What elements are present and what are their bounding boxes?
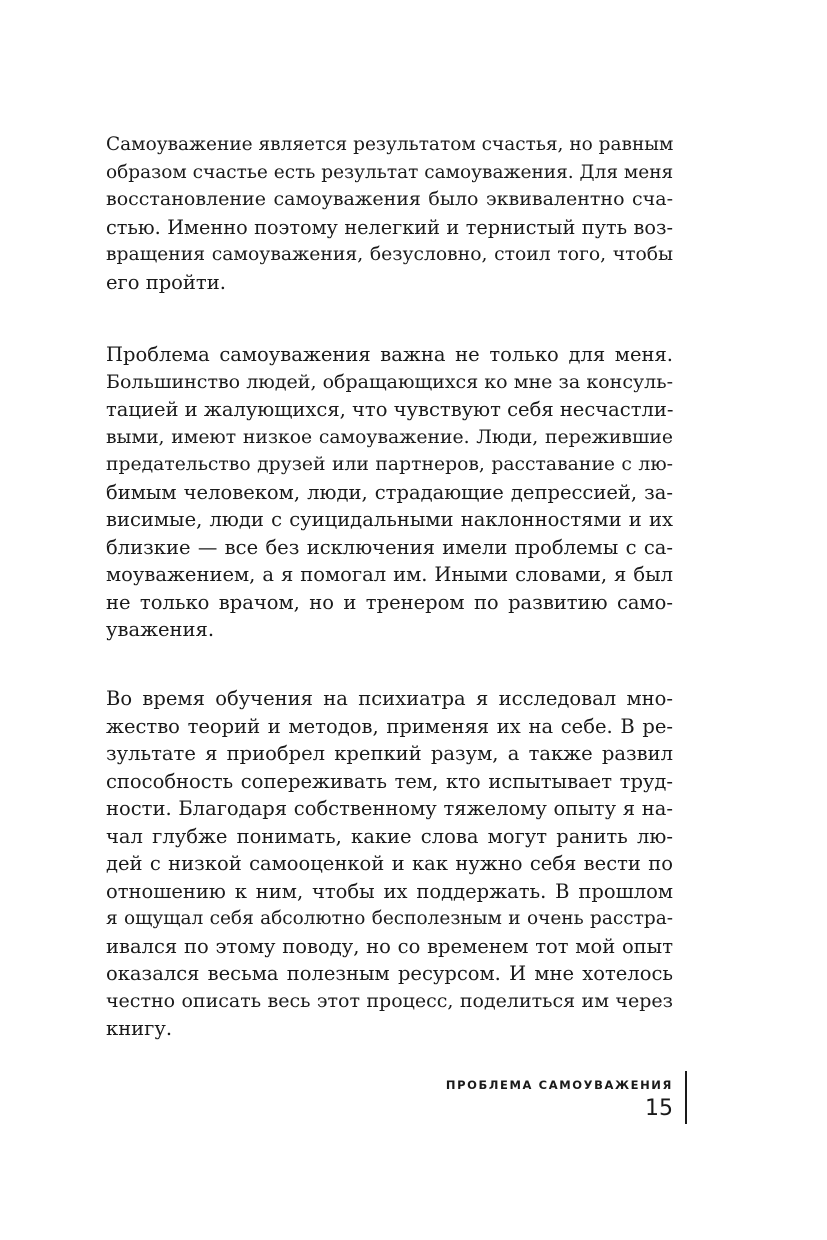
text-line: зультате я приобрел крепкий разум, а также развил bbox=[106, 742, 673, 765]
text-line: жество теорий и методов, применяя их на себе. В ре- bbox=[106, 714, 673, 738]
text-line: оказался весьма полезным ресурсом. И мне хотелось bbox=[106, 962, 673, 985]
text-line: тацией и жалующихся, что чувствуют себя несчастли- bbox=[106, 398, 673, 421]
page-number: 15 bbox=[645, 1096, 673, 1121]
text-line: висимые, люди с суицидальными наклонностями и их bbox=[106, 508, 673, 531]
text-line: восстановление самоуважения было эквивалентно сча- bbox=[106, 188, 673, 210]
text-line: ности. Благодаря собственному тяжелому опыту я на- bbox=[106, 797, 673, 820]
paragraph-2 bbox=[106, 341, 673, 644]
text-line: Во время обучения на психиатра я исследовал мно- bbox=[106, 687, 673, 710]
page-footer bbox=[446, 1077, 673, 1123]
text-line: вращения самоуважения, безусловно, стоил того, чтобы bbox=[106, 244, 673, 265]
paragraph-3 bbox=[106, 685, 673, 1043]
text-line: дей с низкой самооценкой и как нужно себя вести по bbox=[106, 852, 673, 875]
text-line: я ощущал себя абсолютно бесполезным и очень расстра- bbox=[106, 908, 673, 929]
text-line: уважения. bbox=[106, 618, 215, 641]
text-line: бимым человеком, люди, страдающие депрессией, за- bbox=[106, 480, 673, 504]
text-line: Большинство людей, обращающихся ко мне за консуль- bbox=[106, 370, 673, 393]
text-line: книгу. bbox=[106, 1017, 173, 1040]
text-line: близкие — все без исключения имели проблемы с са- bbox=[106, 535, 673, 559]
text-line: способность сопереживать тем, кто испытывает труд- bbox=[106, 769, 673, 793]
text-line: предательство друзей или партнеров, расставание с лю- bbox=[106, 454, 673, 475]
text-line: Проблема самоуважения важна не только для меня. bbox=[106, 343, 673, 366]
text-line: выми, имеют низкое самоуважение. Люди, пережившие bbox=[106, 426, 673, 448]
text-line: моуважением, а я помогал им. Иными словами, я был bbox=[106, 563, 673, 586]
text-line: его пройти. bbox=[106, 270, 226, 294]
running-head: ПРОБЛЕМА САМОУВАЖЕНИЯ bbox=[445, 1078, 673, 1092]
text-line: Самоуважение является результатом счастья, но равным bbox=[106, 134, 673, 155]
paragraph-1 bbox=[106, 131, 673, 296]
text-line: не только врачом, но и тренером по развитию само- bbox=[106, 590, 673, 614]
text-line: честно описать весь этот процесс, поделиться им через bbox=[106, 989, 673, 1012]
text-line: ивался по этому поводу, но со временем тот мой опыт bbox=[106, 934, 673, 958]
text-line: стью. Именно поэтому нелегкий и тернистый путь воз- bbox=[106, 215, 673, 239]
text-line: образом счастье есть результат самоуважения. Для меня bbox=[106, 161, 673, 183]
footer-vertical-rule bbox=[685, 1071, 687, 1124]
text-line: отношению к ним, чтобы их поддержать. В прошлом bbox=[106, 879, 673, 903]
text-line: чал глубже понимать, какие слова могут ранить лю- bbox=[106, 824, 673, 848]
